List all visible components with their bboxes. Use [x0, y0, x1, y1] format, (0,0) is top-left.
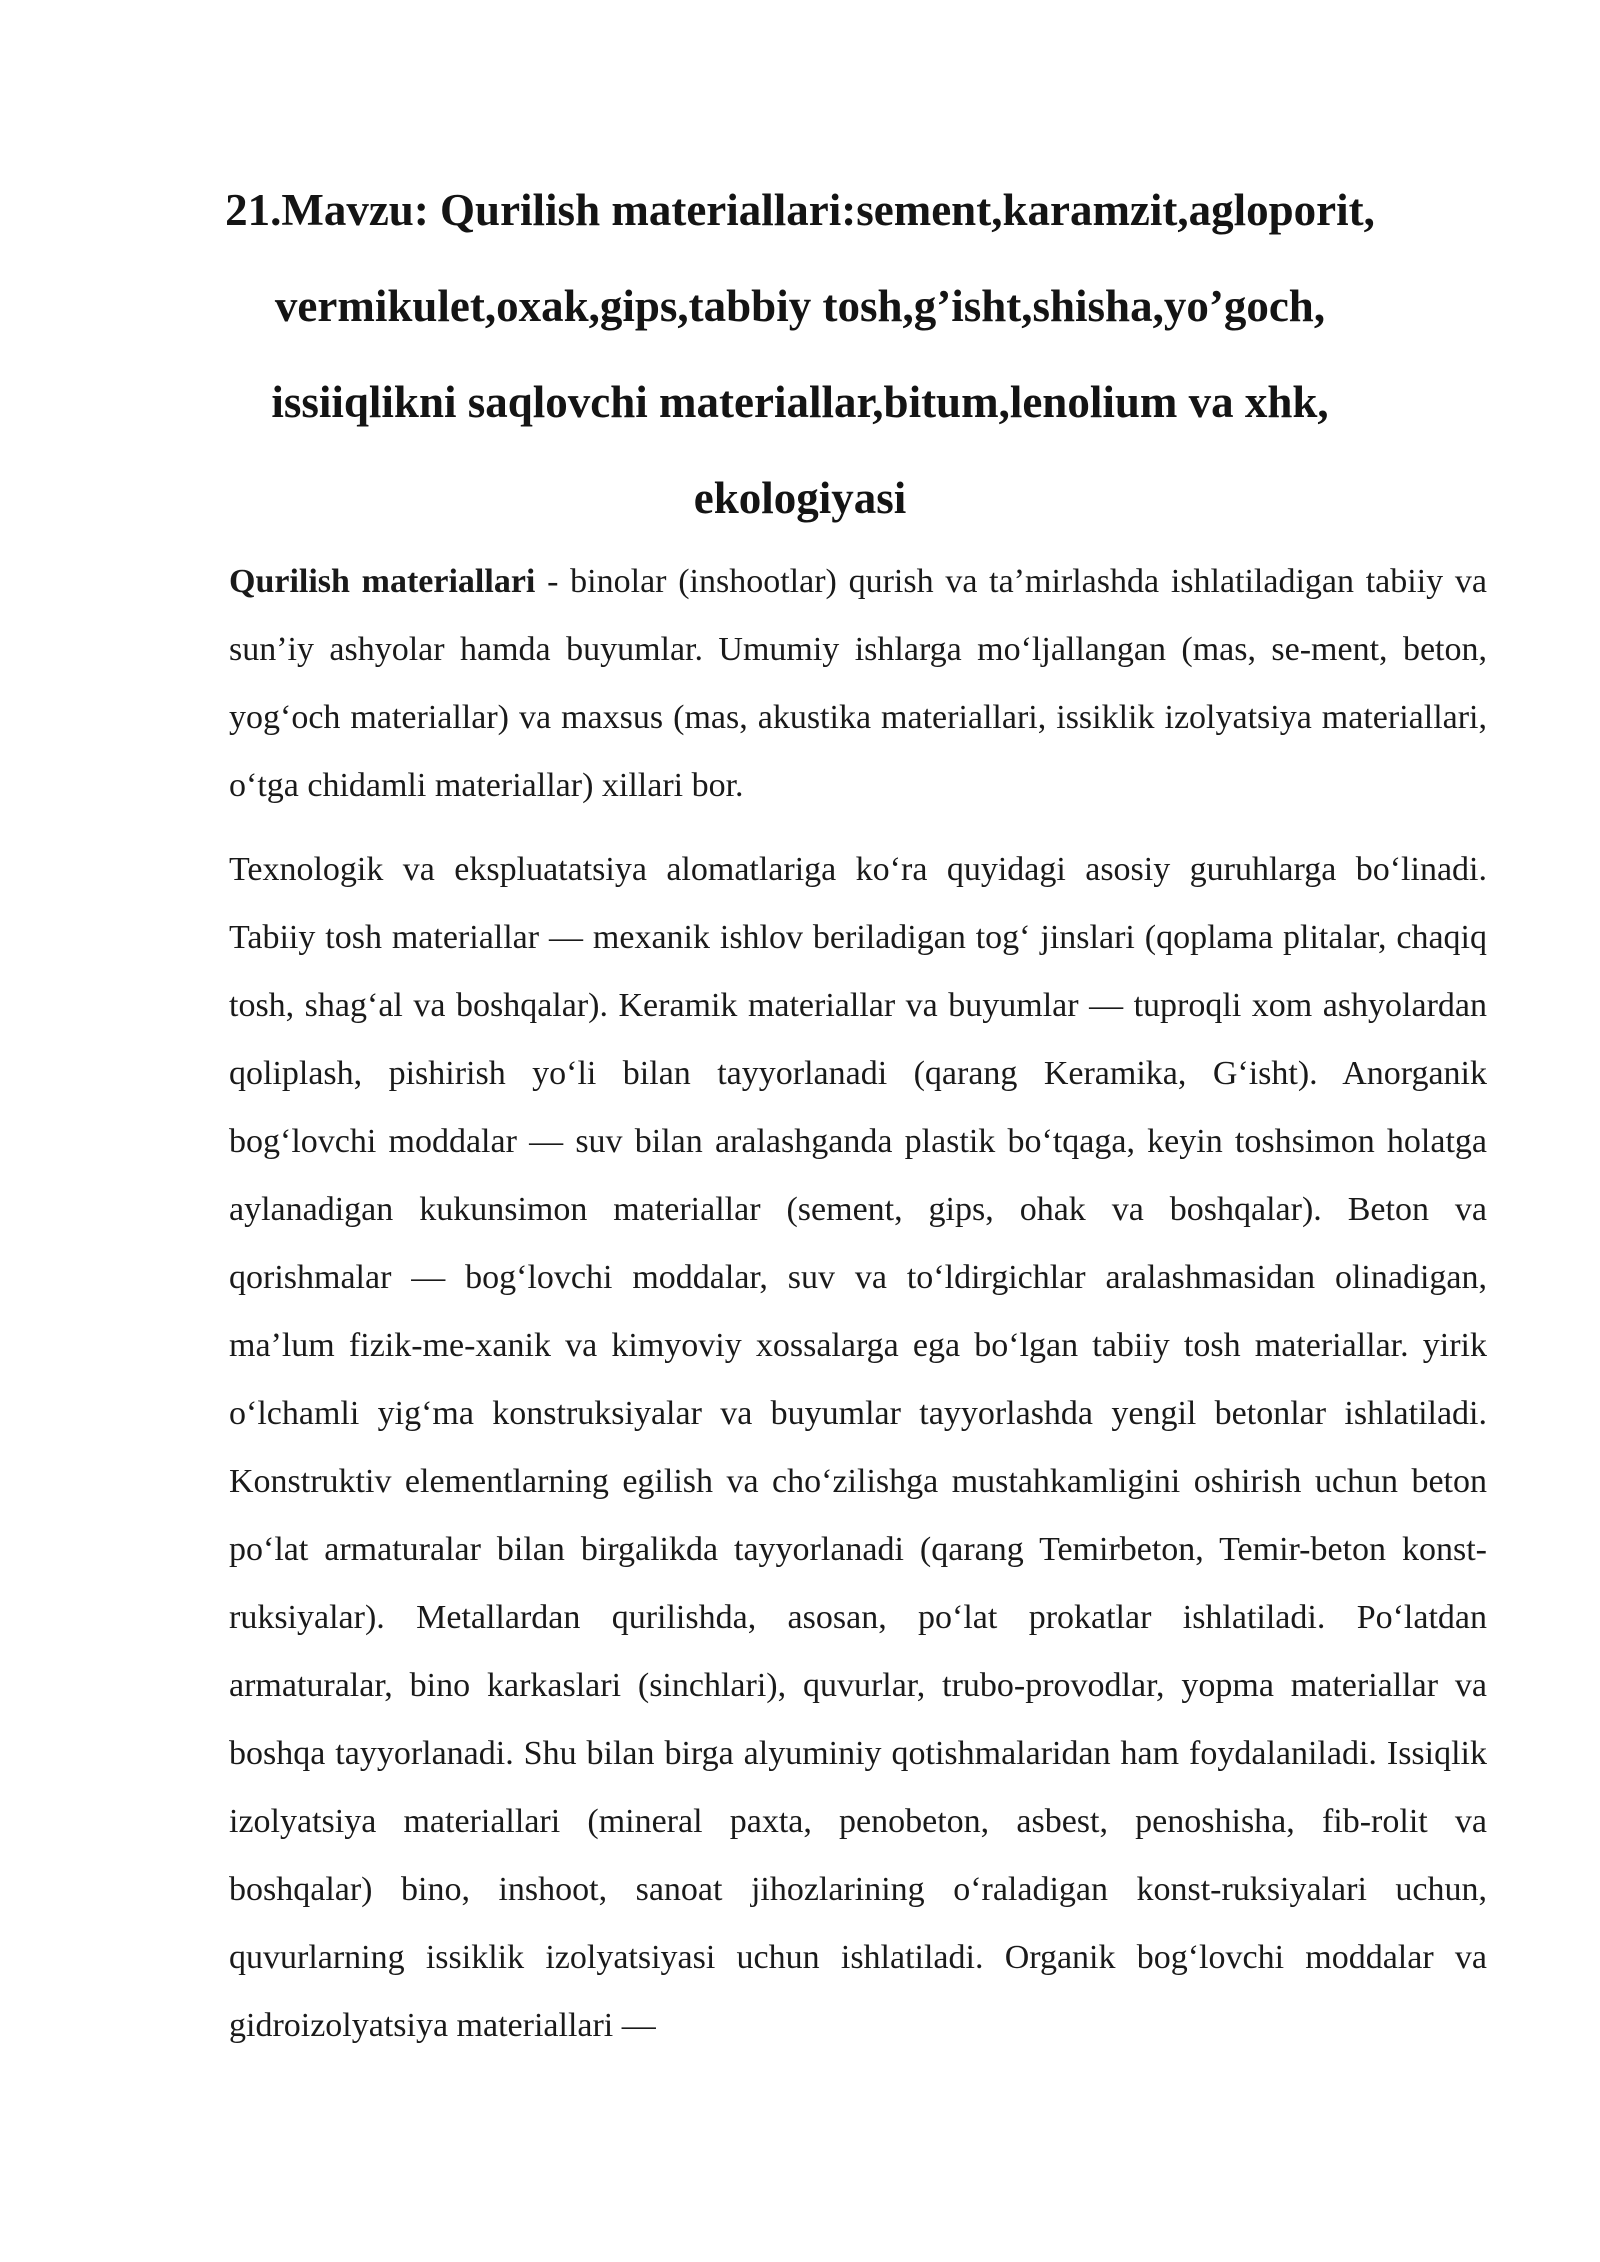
- title-line-3: issiiqlikni saqlovchi materiallar,bitum,lenolium va xhk,: [271, 377, 1329, 427]
- paragraph-definition: [229, 548, 1487, 820]
- title-line-2: vermikulet,oxak,gips,tabbiy tosh,g’isht,shisha,yo’goch,: [274, 281, 1326, 331]
- document-title: [180, 162, 1420, 546]
- document-body: [229, 548, 1487, 2060]
- definition-text: - binolar (inshootlar) qurish va taʼmirlashda ishlatiladigan tabiiy va sunʼiy ashyolar hamda buyumlar. Umumiy ishlarga moʻljallangan (mas, se-ment, beton, yogʻoch materiallar) va maxsus (mas, akustika materiallari, issiklik izolyatsiya materiallari, oʻtga chidamli materiallar) xillari bor.: [229, 563, 1487, 804]
- title-line-1: 21.Mavzu: Qurilish materiallari:sement,karamzit,agloporit,: [225, 185, 1375, 235]
- definition-term: Qurilish materiallari: [229, 563, 536, 600]
- paragraph-classification: Texnologik va ekspluatatsiya alomatlariga koʻra quyidagi asosiy guruhlarga boʻlinadi. Tabiiy tosh materiallar — mexanik ishlov beriladigan togʻ jinslari (qoplama plitalar, chaqiq tosh, shagʻal va boshqalar). Keramik materiallar va buyumlar — tuproqli xom ashyolardan qoliplash, pishirish yoʻli bilan tayyorlanadi (qarang Keramika, Gʻisht). Anorganik bogʻlovchi moddalar — suv bilan aralashganda plastik boʻtqaga, keyin toshsimon holatga aylanadigan kukunsimon materiallar (sement, gips, ohak va boshqalar). Beton va qorishmalar — bogʻlovchi moddalar, suv va toʻldirgichlar aralashmasidan olinadigan, maʼlum fizik-me-xanik va kimyoviy xossalarga ega boʻlgan tabiiy tosh materiallar. yirik oʻlchamli yigʻma konstruksiyalar va buyumlar tayyorlashda yengil betonlar ishlatiladi. Konstruktiv elementlarning egilish va choʻzilishga mustahkamligini oshirish uchun beton poʻlat armaturalar bilan birgalikda tayyorlanadi (qarang Temirbeton, Temir-beton konst-ruksiyalar). Metallardan qurilishda, asosan, poʻlat prokatlar ishlatiladi. Poʻlatdan armaturalar, bino karkaslari (sinchlari), quvurlar, trubo-provodlar, yopma materiallar va boshqa tayyorlanadi. Shu bilan birga alyuminiy qotishmalaridan ham foydalaniladi. Issiqlik izolyatsiya materiallari (mineral paxta, penobeton, asbest, penoshisha, fib-rolit va boshqalar) bino, inshoot, sanoat jihozlarining oʻraladigan konst-ruksiyalari uchun, quvurlarning issiklik izolyatsiyasi uchun ishlatiladi. Organik bogʻlovchi moddalar va gidroizolyatsiya materiallari —: [229, 851, 1487, 2044]
- title-line-4: ekologiyasi: [693, 473, 907, 523]
